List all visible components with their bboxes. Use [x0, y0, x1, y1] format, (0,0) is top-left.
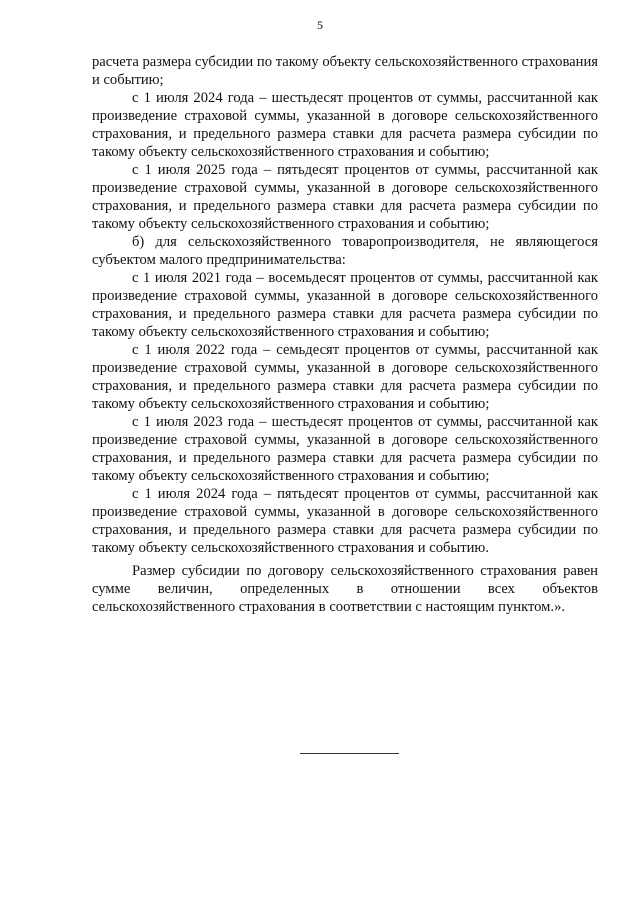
- end-divider-line: [300, 753, 399, 754]
- document-body: [92, 53, 598, 616]
- paragraph-2025-small: с 1 июля 2025 года – пятьдесят процентов от суммы, рассчитанной как произведение страховой суммы, указанной в договоре сельскохозяйственного страхования, и предельного размера ставки для расчета размера субсидии по такому объекту сельскохозяйственного страхования и событию;: [92, 162, 598, 232]
- paragraph-2024-large: с 1 июля 2024 года – пятьдесят процентов от суммы, рассчитанной как произведение страховой суммы, указанной в договоре сельскохозяйственного страхования, и предельного размера ставки для расчета размера субсидии по такому объекту сельскохозяйственного страхования и событию.: [92, 486, 598, 556]
- paragraph-continuation: расчета размера субсидии по такому объекту сельскохозяйственного страхования и событию;: [92, 54, 598, 88]
- paragraph-item-b: б) для сельскохозяйственного товаропроизводителя, не являющегося субъектом малого предпринимательства:: [92, 234, 598, 268]
- paragraph-2021-large: с 1 июля 2021 года – восемьдесят процентов от суммы, рассчитанной как произведение страховой суммы, указанной в договоре сельскохозяйственного страхования, и предельного размера ставки для расчета размера субсидии по такому объекту сельскохозяйственного страхования и событию;: [92, 270, 598, 340]
- page-number: 5: [317, 18, 323, 32]
- paragraph-2023-large: с 1 июля 2023 года – шестьдесят процентов от суммы, рассчитанной как произведение страховой суммы, указанной в договоре сельскохозяйственного страхования, и предельного размера ставки для расчета размера субсидии по такому объекту сельскохозяйственного страхования и событию;: [92, 414, 598, 484]
- paragraph-2022-large: с 1 июля 2022 года – семьдесят процентов от суммы, рассчитанной как произведение страховой суммы, указанной в договоре сельскохозяйственного страхования, и предельного размера ставки для расчета размера субсидии по такому объекту сельскохозяйственного страхования и событию;: [92, 342, 598, 412]
- paragraph-2024-small: с 1 июля 2024 года – шестьдесят процентов от суммы, рассчитанной как произведение страховой суммы, указанной в договоре сельскохозяйственного страхования, и предельного размера ставки для расчета размера субсидии по такому объекту сельскохозяйственного страхования и событию;: [92, 90, 598, 160]
- paragraph-subsidy-total: Размер субсидии по договору сельскохозяйственного страхования равен сумме величин, определенных в отношении всех объектов сельскохозяйственного страхования в соответствии с настоящим пунктом.».: [92, 563, 598, 615]
